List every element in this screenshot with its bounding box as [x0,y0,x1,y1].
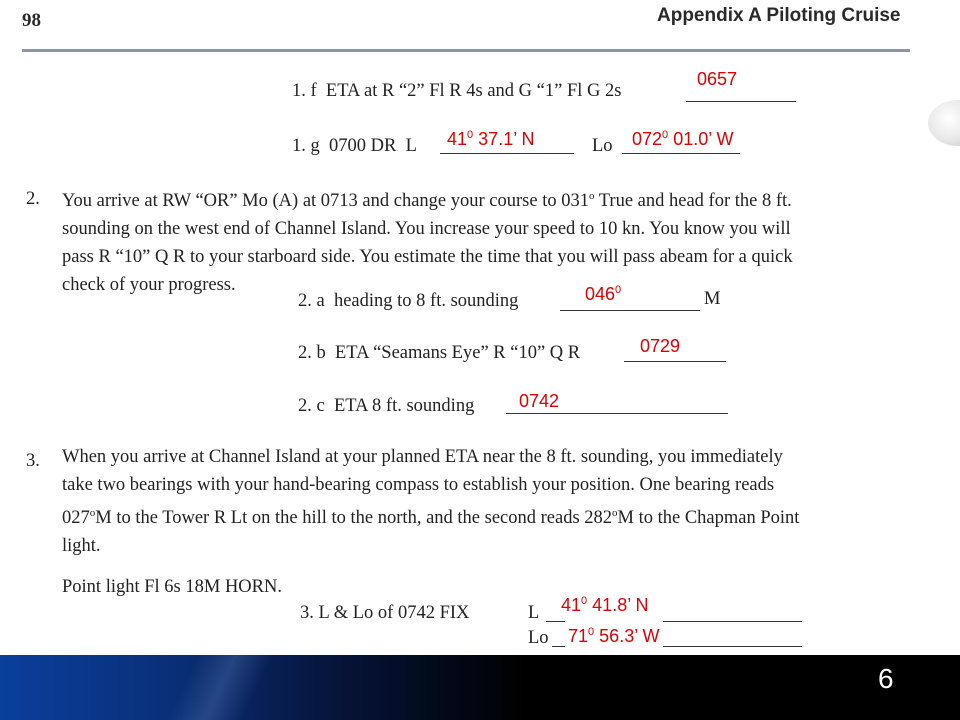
question-1f-text: ETA at R “2” Fl R 4s and G “1” Fl G 2s [325,81,622,101]
question-3-lat-label: L [528,603,540,623]
header-rule [22,49,910,52]
answer-1g-lat: $41^0$ 37.1’ N [444,124,538,150]
question-2a-suffix: M [704,289,721,309]
answer-3-lon: $71^0$ 56.3’ W [565,621,663,647]
question-1g-text: 0700 DR [329,136,397,156]
question-1f [292,81,621,102]
answer-2c-blank [506,413,728,414]
question-3-lon-label: Lo [528,628,549,648]
point-light-note: Point light Fl 6s 18M HORN. [62,577,282,597]
answer-2b: 0729 [637,335,683,357]
answer-1g-lon: $072^0$ 01.0’ W [629,124,737,150]
question-1g-lon-label: Lo [592,136,613,156]
question-1g-lat-label: L [405,136,417,156]
answer-3-lat: $41^0$ 41.8’ N [558,590,652,616]
question-2a [298,291,518,312]
question-2-number: 2. [26,189,40,209]
answer-1g-lon-blank [622,153,740,154]
question-1f-label: 1. f [292,81,317,101]
answer-1g-lat-blank [440,153,574,154]
question-2c [298,396,474,417]
slide-number: 6 [878,663,894,694]
page-number: 98 [22,10,41,31]
page-curl [928,100,960,146]
answer-2a: $046^0$ [582,279,624,305]
answer-2a-blank [560,310,700,311]
question-2b [298,343,580,364]
question-1g [292,136,417,157]
answer-2b-blank [624,361,726,362]
question-3-paragraph: When you arrive at Channel Island at your planned ETA near the 8 ft. sounding, you immediately take two bearings with your hand-bearing compass to establish your position. One bearing reads 027$^o$M to the Tower R Lt on the hill to the north, and the second reads 282$^o$M to the Chapman Point light. [62,447,800,556]
appendix-title: Appendix A Piloting Cruise [657,5,901,26]
question-2c-text: ETA 8 ft. sounding [333,396,475,416]
question-2b-text: ETA “Seamans Eye” R “10” Q R [335,343,581,363]
question-2a-label: 2. a [298,291,325,311]
answer-1f-blank [686,101,796,102]
slide-footer-bar [0,655,960,720]
footer-glow [140,655,300,720]
question-2b-label: 2. b [298,343,326,363]
question-1g-label: 1. g [292,136,320,156]
question-2-paragraph: You arrive at RW “OR” Mo (A) at 0713 and change your course to 031$^o$ True and head for the 8 ft. sounding on the west end of Channel Island. You increase your speed to 10 kn. You know you will pass R “10” Q R to your starboard side. You estimate the time that you will pass abeam for a quick check of your progress. [62,190,793,295]
question-2a-text: heading to 8 ft. sounding [333,291,519,311]
question-3-fix-label: 3. L & Lo of 0742 FIX [300,603,470,623]
question-3-number: 3. [26,451,40,471]
question-2c-label: 2. c [298,396,325,416]
answer-2c: 0742 [516,390,562,412]
answer-1f: 0657 [694,68,740,90]
